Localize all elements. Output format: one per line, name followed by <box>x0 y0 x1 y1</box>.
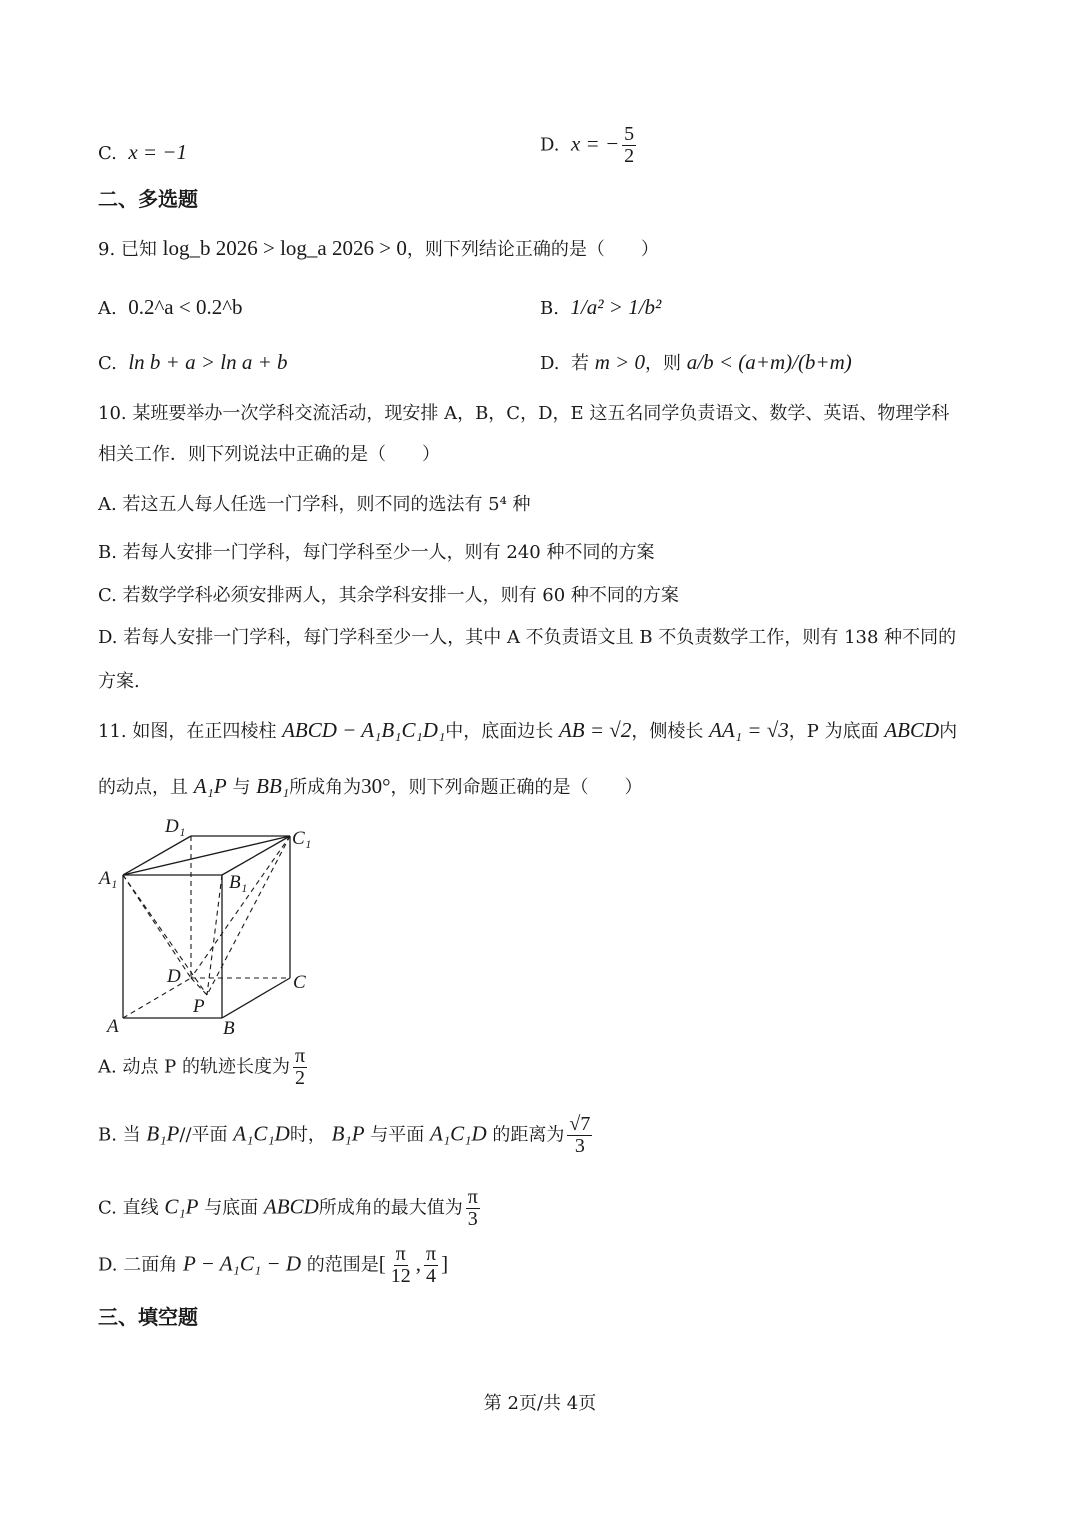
vertex-label-c1: C₁ <box>292 828 312 849</box>
q10-option-a: A. 若这五人每人任选一门学科，则不同的选法有 5⁴ 种 <box>98 494 531 515</box>
q11-option-c: C. 直线 C₁P 与底面 ABCD所成角的最大值为 $\frac{\pi}{3}$ <box>98 1186 478 1230</box>
q10-option-d-line1: D. 若每人安排一门学科，每门学科至少一人，其中 A 不负责语文且 B 不负责数学工作，则有 138 种不同的 <box>98 627 957 648</box>
point-label-p: P <box>193 996 205 1017</box>
question-10-stem-line2: 相关工作．则下列说法中正确的是（ ） <box>98 444 440 465</box>
q8-option-c-expr: x = −1 <box>128 140 187 164</box>
q9-option-d: D. 若 m > 0，则 a/b < (a+m)/(b+m) <box>540 350 852 374</box>
question-9-stem: 9. 已知 log_b 2026 > log_a 2026 > 0，则下列结论正确的是（ ） <box>98 236 659 260</box>
question-10-stem-line1: 10. 某班要举办一次学科交流活动，现安排 A，B，C，D，E 这五名同学负责语文、数学、英语、物理学科 <box>98 403 950 424</box>
q11-option-b: B. 当 B₁P//平面 A₁C₁D时， B₁P 与平面 A₁C₁D 的距离为 $\frac{√7}{3}$ <box>98 1113 591 1157</box>
q11-option-d: D. 二面角 P − A₁C₁ − D 的范围是[ $\frac{\pi}{12}$ , $\frac{\pi}{4}$ ] <box>98 1243 449 1287</box>
question-11-stem-line2: 的动点，且 A₁P 与 BB₁所成角为30°，则下列命题正确的是（ ） <box>98 774 643 798</box>
hidden-a1-p <box>123 875 207 995</box>
q9-condition: log_b 2026 > log_a 2026 > 0 <box>162 236 407 260</box>
q8-option-c: C. x = −1 <box>98 140 187 164</box>
q10-option-c: C. 若数学学科必须安排两人，其余学科安排一人，则有 60 种不同的方案 <box>98 585 679 606</box>
vertex-label-a: A <box>107 1016 119 1037</box>
q8-option-d: D. x = − $\frac{5}{2}$ <box>540 123 635 167</box>
section-title-fill-blank: 三、填空题 <box>98 1305 198 1329</box>
hidden-edge-a-d <box>123 978 191 1018</box>
question-11-stem-line1: 11. 如图，在正四棱柱 ABCD − A₁B₁C₁D₁中，底面边长 AB = √2，侧棱长 AA₁ = √3，P 为底面 ABCD内 <box>98 718 958 742</box>
q9-option-b: B. 1/a² > 1/b² <box>540 295 662 319</box>
vertex-label-a1: A₁ <box>99 868 118 889</box>
vertex-label-d1: D₁ <box>165 816 186 837</box>
vertex-label-b: B <box>223 1018 235 1039</box>
hidden-d-p <box>191 978 207 995</box>
vertex-label-c: C <box>293 972 306 993</box>
q10-option-d-line2: 方案. <box>98 671 140 692</box>
hidden-b1-p <box>207 875 222 995</box>
page-number-footer: 第 2页/共 4页 <box>483 1393 597 1414</box>
q8-option-d-fraction: $\frac{5}{2}$ <box>624 123 635 167</box>
edge-b-c <box>222 978 290 1018</box>
diagonal-a1-c1 <box>123 836 290 875</box>
q11-option-a: A. 动点 P 的轨迹长度为 $\frac{\pi}{2}$ <box>98 1045 306 1089</box>
q9-option-a: A. 0.2^a < 0.2^b <box>98 295 243 319</box>
edge-a1-d1 <box>123 836 191 875</box>
vertex-label-d: D <box>167 966 181 987</box>
vertex-label-b1: B₁ <box>229 872 248 893</box>
prism-figure <box>95 810 335 1040</box>
q9-option-c: C. ln b + a > ln a + b <box>98 350 288 374</box>
section-title-multi-choice: 二、多选题 <box>98 187 198 211</box>
q10-option-b: B. 若每人安排一门学科，每门学科至少一人，则有 240 种不同的方案 <box>98 542 655 563</box>
hidden-c1-d <box>191 836 290 978</box>
